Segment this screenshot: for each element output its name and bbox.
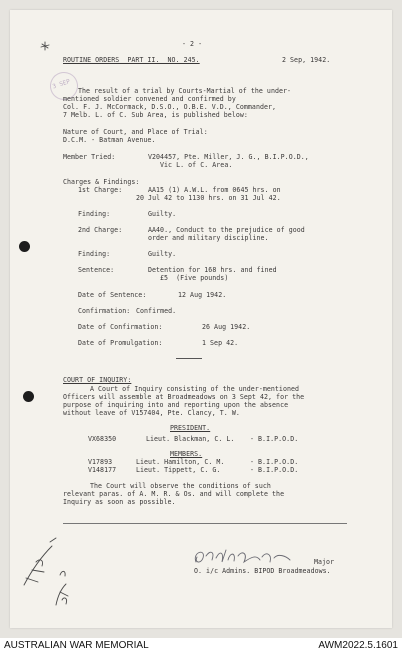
closing-line: Inquiry as soon as possible. [63,498,176,506]
member-unit: - B.I.P.O.D. [250,466,299,474]
finding2-value: Guilty. [148,250,177,258]
signature-rank: Major [314,558,335,566]
date-of-promulgation-value: 1 Sep 42. [202,339,239,347]
charge1-line-1: AA15 (1) A.W.L. from 0645 hrs. on [148,186,281,194]
president-name: Lieut. Blackman, C. L. [146,435,235,443]
date-of-sentence-value: 12 Aug 1942. [178,291,227,299]
member-label: Member Tried: [63,153,116,161]
date-of-sentence-label: Date of Sentence: [78,291,147,299]
intro-line: The result of a trial by Courts-Martial of the under- [78,87,292,95]
member-name: Lieut. Tippett, C. G. [136,466,221,474]
archive-reference: AWM2022.5.1601 [318,640,398,651]
confirmation-value: Confirmed. [136,307,177,315]
orders-heading: ROUTINE ORDERS PART II. NO. 245. [63,56,200,64]
sentence-label: Sentence: [78,266,115,274]
finding1-label: Finding: [78,210,111,218]
charge1-line-2: 20 Jul 42 to 1130 hrs. on 31 Jul 42. [136,194,281,202]
intro-line: Col. F. J. McCormack, D.S.O., O.B.E. V.D., Commander, [63,103,277,111]
member-name: Lieut. Hamilton, C. M. [136,458,225,466]
member-unit: - B.I.P.O.D. [250,458,299,466]
inquiry-line: purpose of inquiring into and reporting upon the absence [63,401,289,409]
charges-heading: Charges & Findings: [63,178,140,186]
president-heading: PRESIDENT. [170,424,211,432]
inquiry-line: without leave of V157404, Pte. Clancy, T. W. [63,409,240,417]
president-number: VX68350 [88,435,117,443]
sentence-line-2: £5 (Five pounds) [160,274,229,282]
confirmation-label: Confirmation: [78,307,131,315]
charge1-label: 1st Charge: [78,186,123,194]
inquiry-heading: COURT OF INQUIRY: [63,376,132,384]
intro-line: mentioned soldier convened and confirmed by [63,95,236,103]
page-number: - 2 - [182,40,203,48]
signature-line: O. i/c Admins. BIPOD Broadmeadows. [194,567,331,575]
charge2-line-2: order and military discipline. [148,234,269,242]
closing-line: relevant paras. of A. M. R. & Os. and will complete the [63,490,285,498]
sentence-line-1: Detention for 168 hrs. and fined [148,266,277,274]
inquiry-line: Officers will assemble at Broadmeadows on 3 Sept 42, for the [63,393,305,401]
intro-line: 7 Melb. L. of C. Sub Area, is published below: [63,111,248,119]
member-line-1: V204457, Pte. Miller, J. G., B.I.P.O.D., [148,153,309,161]
document-page [10,10,392,628]
date-of-confirmation-value: 26 Aug 1942. [202,323,251,331]
date-of-confirmation-label: Date of Confirmation: [78,323,163,331]
member-number: V17893 [88,458,113,466]
received-stamp: 3 SEP [46,68,81,103]
inquiry-line: A Court of Inquiry consisting of the under-mentioned [90,385,300,393]
nature-value: D.C.M. - Batman Avenue. [63,136,156,144]
orders-date: 2 Sep, 1942. [282,56,331,64]
finding1-value: Guilty. [148,210,177,218]
handwritten-marks [10,10,392,628]
finding2-label: Finding: [78,250,111,258]
date-of-promulgation-label: Date of Promulgation: [78,339,163,347]
member-line-2: Vic L. of C. Area. [160,161,233,169]
members-heading: MEMBERS. [170,450,203,458]
charge2-line-1: AA40., Conduct to the prejudice of good [148,226,305,234]
president-unit: - B.I.P.O.D. [250,435,299,443]
nature-label: Nature of Court, and Place of Trial: [63,128,208,136]
closing-line: The Court will observe the conditions of such [90,482,271,490]
archive-footer [0,638,402,653]
member-number: V148177 [88,466,117,474]
archive-name: AUSTRALIAN WAR MEMORIAL [4,640,149,651]
charge2-label: 2nd Charge: [78,226,123,234]
